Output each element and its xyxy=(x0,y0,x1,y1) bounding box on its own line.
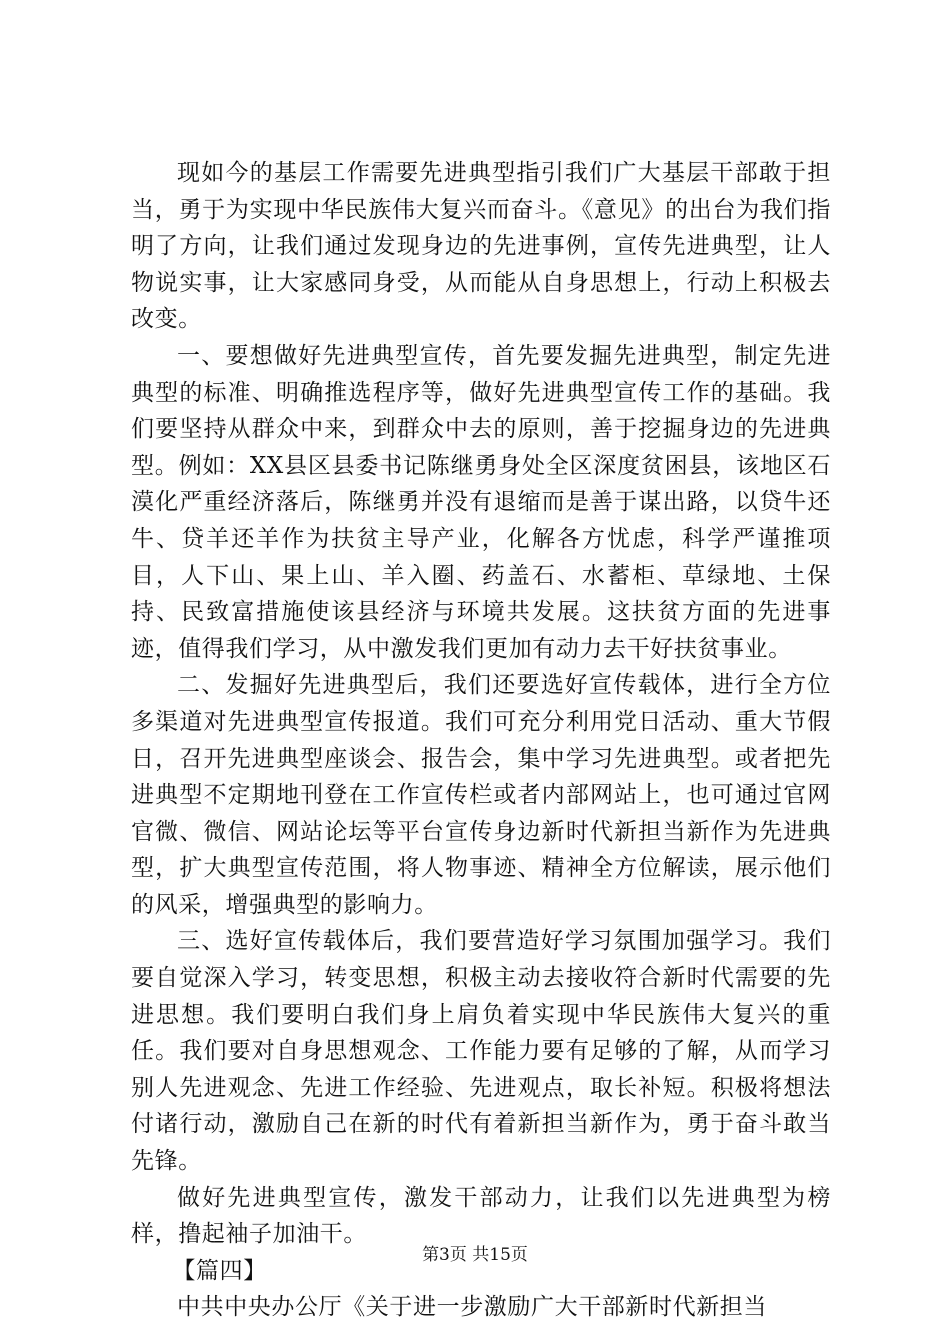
document-body xyxy=(131,155,831,1326)
paragraph-intro: 现如今的基层工作需要先进典型指引我们广大基层干部敢于担当，勇于为实现中华民族伟大复兴而奋斗。《意见》的出台为我们指明了方向，让我们通过发现身边的先进事例，宣传先进典型，让人物说实事，让大家感同身受，从而能从自身思想上，行动上积极去改变。 xyxy=(131,160,831,333)
page-number-footer: 第3页 共15页 xyxy=(422,1245,528,1265)
section-heading: 【篇四】 xyxy=(172,1257,267,1284)
paragraph-point-three: 三、选好宣传载体后，我们要营造好学习氛围加强学习。我们要自觉深入学习，转变思想，积极主动去接收符合新时代需要的先进思想。我们要明白我们身上肩负着实现中华民族伟大复兴的重任。我们要对自身思想观念、工作能力要有足够的了解，从而学习别人先进观念、先进工作经验、先进观点，取长补短。积极将想法付诸行动，激励自己在新的时代有着新担当新作为，勇于奋斗敢当先锋。 xyxy=(131,928,831,1175)
paragraph-point-one: 一、要想做好先进典型宣传，首先要发掘先进典型，制定先进典型的标准、明确推选程序等，做好先进典型宣传工作的基础。我们要坚持从群众中来，到群众中去的原则，善于挖掘身边的先进典型。例如：XX县区县委书记陈继勇身处全区深度贫困县，该地区石漠化严重经济落后，陈继勇并没有退缩而是善于谋出路，以贷牛还牛、贷羊还羊作为扶贫主导产业，化解各方忧虑，科学严谨推项目，人下山、果上山、羊入圈、药盖石、水蓄柜、草绿地、土保持、民致富措施使该县经济与环境共发展。这扶贫方面的先进事迹，值得我们学习，从中激发我们更加有动力去干好扶贫事业。 xyxy=(131,342,831,662)
paragraph-next-section: 中共中央办公厅《关于进一步激励广大干部新时代新担当 xyxy=(177,1294,767,1321)
paragraph-point-two: 二、发掘好先进典型后，我们还要选好宣传载体，进行全方位多渠道对先进典型宣传报道。我们可充分利用党日活动、重大节假日，召开先进典型座谈会、报告会，集中学习先进典型。或者把先进典型不定期地刊登在工作宣传栏或者内部网站上，也可通过官网官微、微信、网站论坛等平台宣传身边新时代新担当新作为先进典型，扩大典型宣传范围，将人物事迹、精神全方位解读，展示他们的风采，增强典型的影响力。 xyxy=(131,672,831,918)
paragraph-conclusion: 做好先进典型宣传，激发干部动力，让我们以先进典型为榜样，撸起袖子加油干。 xyxy=(131,1184,831,1248)
